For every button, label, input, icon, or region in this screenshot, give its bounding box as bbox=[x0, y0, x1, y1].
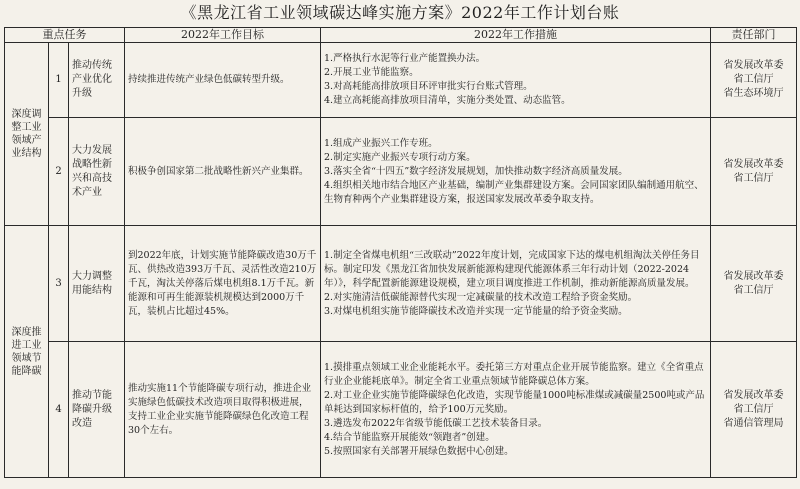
measure-item: 2.对工业企业实施节能降碳绿色化改造，实现节能量1000吨标准煤或减碳量2500吨或产品单耗达到国家标杆值的，给予100万元奖励。 bbox=[324, 389, 705, 415]
task-name: 推动节能降碳升级改造 bbox=[69, 342, 125, 478]
header-goal: 2022年工作目标 bbox=[125, 28, 321, 43]
header-row bbox=[5, 28, 797, 43]
dept-cell bbox=[711, 226, 797, 342]
measure-item: 3.对高耗能高排放项目环评审批实行台账式管理。 bbox=[324, 81, 533, 92]
dept-cell bbox=[711, 43, 797, 118]
row-number: 4 bbox=[49, 342, 69, 478]
row-number: 3 bbox=[49, 226, 69, 342]
work-plan-table bbox=[4, 27, 797, 478]
measure-item: 4.建立高耗能高排放项目清单，实施分类处置、动态监管。 bbox=[324, 95, 571, 106]
measure-item: 4.结合节能监察开展能效“领跑者”创建。 bbox=[324, 431, 495, 443]
category-cell: 深度调整工业领域产业结构 bbox=[5, 43, 49, 226]
dept-item: 省工信厅 bbox=[733, 403, 774, 415]
document-title: 《黑龙江省工业领域碳达峰实施方案》2022年工作计划台账 bbox=[180, 3, 620, 22]
dept-item: 省发展改革委 bbox=[723, 60, 784, 71]
header-key-task: 重点任务 bbox=[5, 28, 125, 43]
dept-item: 省工信厅 bbox=[733, 172, 774, 184]
measure-item: 3.遴选发布2022年省级节能低碳工艺技术装备目录。 bbox=[324, 417, 548, 429]
measures-cell bbox=[321, 226, 711, 342]
measure-item: 2.对实施清洁低碳能源替代实现一定减碳量的技术改造工程给予资金奖励。 bbox=[324, 291, 638, 303]
measures-cell bbox=[321, 342, 711, 478]
table-row bbox=[5, 118, 797, 226]
measures-cell bbox=[321, 118, 711, 226]
row-number: 1 bbox=[49, 43, 69, 118]
dept-item: 省工信厅 bbox=[733, 74, 774, 85]
measure-item: 2.开展工业节能监察。 bbox=[324, 67, 419, 78]
task-name: 大力发展战略性新兴和高技术产业 bbox=[69, 118, 125, 226]
measure-item: 5.按照国家有关部署开展绿色数据中心创建。 bbox=[324, 445, 514, 457]
measure-item: 1.制定全省煤电机组“三改联动”2022年度计划，完成国家下达的煤电机组淘汰关停任务目标。制定印发《黑龙江省加快发展新能源构建现代能源体系三年行动计划（2022-2024年）》，科学配置新能源建设规模，建立项目调度推进工作机制，推动新能源高质量发展。 bbox=[324, 249, 700, 289]
goal-cell: 到2022年底，计划实施节能降碳改造30万千瓦、供热改造393万千瓦、灵活性改造210万千瓦，淘汰关停落后煤电机组8.1万千瓦。新能源和可再生能源装机规模达到2000万千瓦，装机占比超过45%。 bbox=[125, 226, 321, 342]
measures-cell bbox=[321, 43, 711, 118]
row-number: 2 bbox=[49, 118, 69, 226]
measure-item: 4.组织相关地市结合地区产业基础，编制产业集群建设方案。会同国家团队编制通用航空、生物育种两个产业集群建设方案，报送国家发展改革委争取支持。 bbox=[324, 179, 704, 205]
measure-item: 2.制定实施产业振兴专项行动方案。 bbox=[324, 151, 476, 163]
goal-cell: 积极争创国家第二批战略性新兴产业集群。 bbox=[125, 118, 321, 226]
dept-item: 省发展改革委 bbox=[723, 158, 784, 170]
dept-item: 省生态环境厅 bbox=[723, 88, 784, 99]
measure-item: 1.严格执行水泥等行业产能置换办法。 bbox=[324, 53, 486, 64]
table-row bbox=[5, 43, 797, 118]
header-measures: 2022年工作措施 bbox=[321, 28, 711, 43]
dept-item: 省通信管理局 bbox=[723, 417, 784, 429]
task-name: 推动传统产业优化升级 bbox=[69, 43, 125, 118]
measure-item: 1.摸排重点领域工业企业能耗水平。委托第三方对重点企业开展节能监察。建立《全省重点行业企业能耗底单》。制定全省工业重点领域节能降碳总体方案。 bbox=[324, 361, 704, 387]
measure-item: 3.落实全省“十四五”数字经济发展规划，加快推动数字经济高质量发展。 bbox=[324, 165, 628, 177]
goal-cell: 推动实施11个节能降碳专项行动，推进企业实施绿色低碳技术改造项目取得积极进展，支持工业企业实施节能降碳绿色化改造工程30个左右。 bbox=[125, 342, 321, 478]
goal-cell: 持续推进传统产业绿色低碳转型升级。 bbox=[125, 43, 321, 118]
category-cell: 深度推进工业领域节能降碳 bbox=[5, 226, 49, 478]
table-row bbox=[5, 342, 797, 478]
dept-cell bbox=[711, 342, 797, 478]
measure-item: 3.对煤电机组实施节能降碳技术改造并实现一定节能量的给予资金奖励。 bbox=[324, 305, 628, 317]
header-dept: 责任部门 bbox=[711, 28, 797, 43]
measure-item: 1.组成产业振兴工作专班。 bbox=[324, 137, 438, 149]
task-name: 大力调整用能结构 bbox=[69, 226, 125, 342]
dept-item: 省发展改革委 bbox=[723, 389, 784, 401]
dept-item: 省发展改革委 bbox=[723, 270, 784, 282]
dept-item: 省工信厅 bbox=[733, 284, 774, 296]
dept-cell bbox=[711, 118, 797, 226]
table-row bbox=[5, 226, 797, 342]
